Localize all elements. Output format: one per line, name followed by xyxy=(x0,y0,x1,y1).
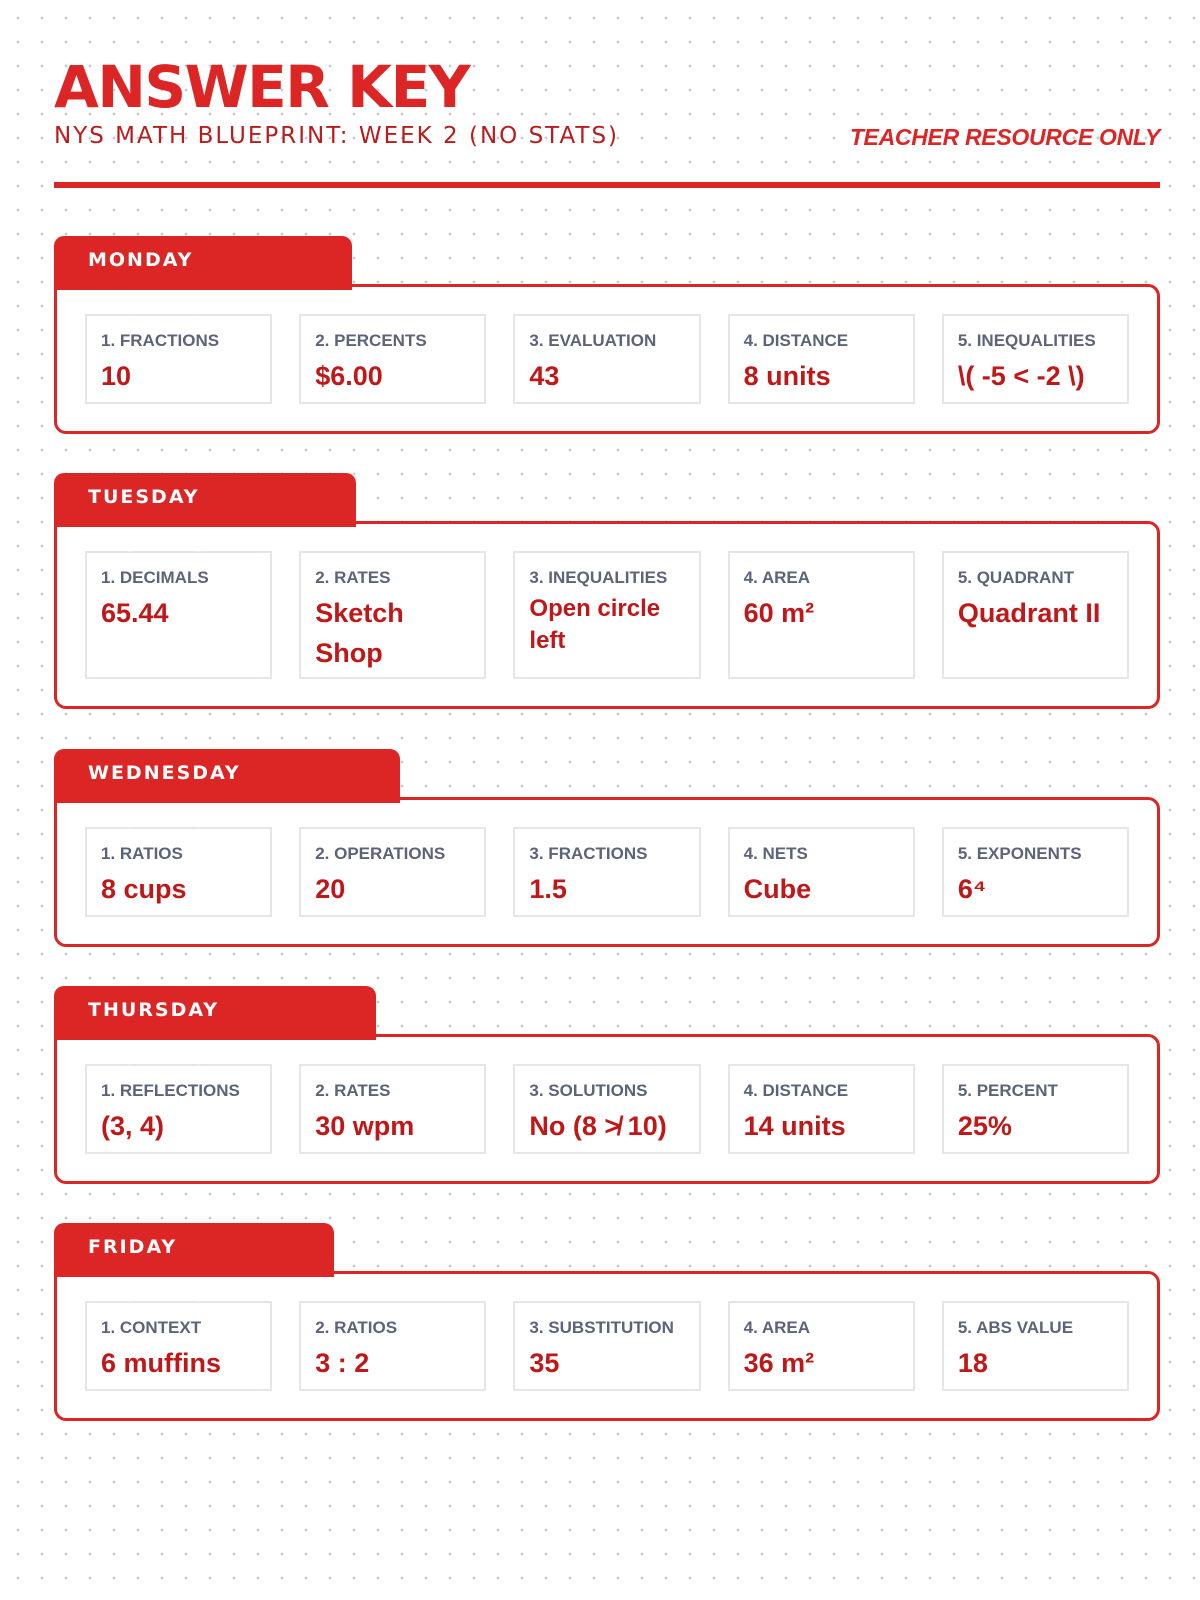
day-tab-thursday: THURSDAY ANSWERS xyxy=(54,986,376,1040)
answer-card xyxy=(299,551,486,679)
teacher-resource-note: TEACHER RESOURCE ONLY xyxy=(849,124,1160,150)
answer-card xyxy=(513,827,700,917)
answer-card xyxy=(942,1301,1129,1391)
answer-card xyxy=(942,827,1129,917)
answer-value: $6.00 xyxy=(315,361,383,391)
answer-card xyxy=(299,1301,486,1391)
answer-label: 5. PERCENT xyxy=(957,1081,1058,1100)
answer-value: 43 xyxy=(529,361,560,391)
answer-label: 3. SUBSTITUTION xyxy=(529,1318,674,1337)
answers-panel-monday xyxy=(54,284,1160,434)
answer-card xyxy=(728,314,915,404)
answer-card xyxy=(513,1064,700,1154)
answers-panel-wednesday xyxy=(54,797,1160,947)
day-tab-wednesday: WEDNESDAY ANSWERS xyxy=(54,749,400,803)
answer-key-page xyxy=(54,0,1160,1378)
answer-value: 30 wpm xyxy=(315,1111,415,1141)
page-subtitle: NYS MATH BLUEPRINT: WEEK 2 (NO STATS) xyxy=(54,123,620,149)
answer-card xyxy=(513,314,700,404)
answer-label: 3. SOLUTIONS xyxy=(529,1081,648,1100)
answer-label: 1. DECIMALS xyxy=(101,568,209,587)
answer-value: \( -5 < -2 \) xyxy=(957,361,1085,391)
answer-label: 1. REFLECTIONS xyxy=(101,1081,240,1100)
answer-value: (3, 4) xyxy=(101,1111,165,1141)
answer-value: 14 units xyxy=(743,1111,846,1141)
answer-card xyxy=(299,314,486,404)
answer-value: Sketch Shop xyxy=(315,598,404,668)
page-title: ANSWER KEY xyxy=(54,53,470,121)
answer-card xyxy=(942,1064,1129,1154)
answer-card xyxy=(85,551,272,679)
answer-label: 4. AREA xyxy=(743,1318,811,1337)
answer-value: 8 units xyxy=(743,361,831,391)
answer-label: 5. EXPONENTS xyxy=(957,844,1082,863)
answer-card xyxy=(728,1301,915,1391)
answer-value: 10 xyxy=(101,361,132,391)
answer-card xyxy=(299,1064,486,1154)
day-section-tuesday xyxy=(54,473,1160,709)
answer-label: 5. INEQUALITIES xyxy=(957,331,1096,350)
answer-label: 1. FRACTIONS xyxy=(101,331,220,350)
answer-label: 3. INEQUALITIES xyxy=(529,568,668,587)
answer-label: 2. RATES xyxy=(315,568,391,587)
day-tab-monday: MONDAY ANSWERS xyxy=(54,236,352,290)
answer-value: 6⁴ xyxy=(957,874,987,904)
answer-label: 2. RATIOS xyxy=(315,1318,398,1337)
answer-label: 4. NETS xyxy=(743,844,808,863)
answer-value: Quadrant II xyxy=(957,598,1101,628)
answer-card xyxy=(299,827,486,917)
answer-card xyxy=(942,551,1129,679)
day-tab-friday: FRIDAY ANSWERS xyxy=(54,1223,334,1277)
answer-card xyxy=(728,827,915,917)
day-section-wednesday xyxy=(54,749,1160,947)
answer-value: 36 m² xyxy=(743,1348,815,1378)
answers-panel-thursday xyxy=(54,1034,1160,1184)
answer-value: 35 xyxy=(529,1348,560,1378)
day-section-monday xyxy=(54,236,1160,434)
answer-label: 5. ABS VALUE xyxy=(957,1318,1074,1337)
answer-label: 2. PERCENTS xyxy=(315,331,427,350)
answer-label: 2. OPERATIONS xyxy=(315,844,446,863)
answers-panel-friday xyxy=(54,1271,1160,1421)
answer-value: Open circle left xyxy=(529,595,661,654)
answer-label: 1. CONTEXT xyxy=(101,1318,202,1337)
answer-value: 3 : 2 xyxy=(315,1348,370,1378)
answer-card xyxy=(942,314,1129,404)
answer-label: 4. DISTANCE xyxy=(743,331,849,350)
answer-value: 25% xyxy=(957,1111,1012,1141)
answer-value: 6 muffins xyxy=(101,1348,222,1378)
answers-panel-tuesday xyxy=(54,521,1160,709)
answer-card xyxy=(513,551,700,679)
answer-label: 3. EVALUATION xyxy=(529,331,657,350)
answer-card xyxy=(513,1301,700,1391)
answer-card xyxy=(728,551,915,679)
answer-label: 4. AREA xyxy=(743,568,811,587)
answer-label: 3. FRACTIONS xyxy=(529,844,648,863)
answer-value: Cube xyxy=(743,874,812,904)
day-section-thursday xyxy=(54,986,1160,1184)
answer-value: 20 xyxy=(315,874,346,904)
page-header xyxy=(54,0,1160,190)
day-tab-tuesday: TUESDAY ANSWERS xyxy=(54,473,356,527)
answer-value: 1.5 xyxy=(529,874,567,904)
answer-card xyxy=(728,1064,915,1154)
answer-label: 5. QUADRANT xyxy=(957,568,1074,587)
answer-value: 8 cups xyxy=(101,874,187,904)
answer-label: 4. DISTANCE xyxy=(743,1081,849,1100)
answer-value: 65.44 xyxy=(101,598,169,628)
answer-label: 1. RATIOS xyxy=(101,844,183,863)
answer-value: No (8 ≯ 10) xyxy=(529,1111,667,1141)
day-section-friday xyxy=(54,1223,1160,1421)
answer-value: 18 xyxy=(957,1348,988,1378)
answer-value: 60 m² xyxy=(743,598,815,628)
header-divider xyxy=(54,182,1160,188)
answer-label: 2. RATES xyxy=(315,1081,391,1100)
